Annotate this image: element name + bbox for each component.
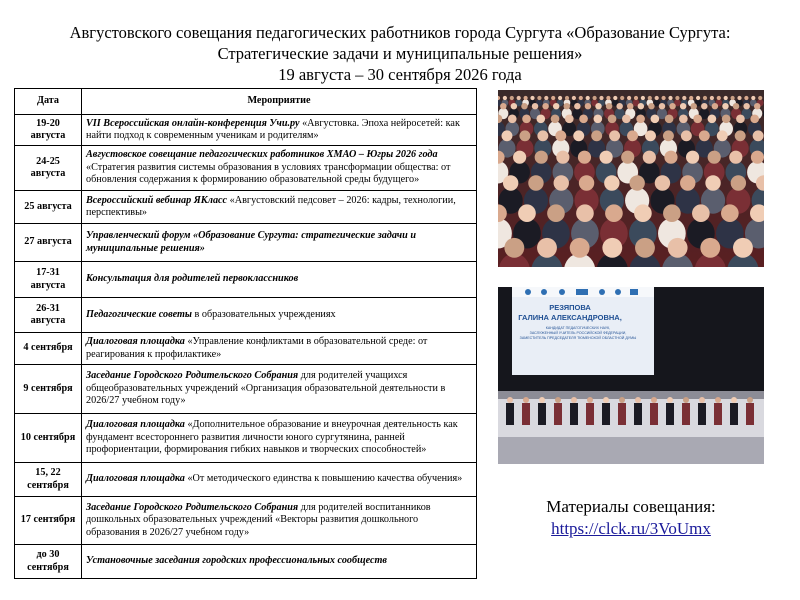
title-line-1: Августовского совещания педагогических работников города Сургута «Образование Сургута: — [69, 23, 731, 42]
event-details: «Управление конфликтами в образовательной среде: от реагирования к профилактике» — [86, 336, 428, 360]
speaker-title-2: ЗАСЛУЖЕННЫЙ УЧИТЕЛЬ РОССИЙСКОЙ ФЕДЕРАЦИИ, — [529, 331, 627, 335]
event-date: 10 сентября — [15, 414, 82, 463]
event-title: Диалоговая площадка — [86, 473, 185, 485]
schedule-table — [14, 88, 477, 579]
title-line-2: Стратегические задачи и муниципальные решения» — [217, 44, 583, 63]
event-date: 17 сентября — [15, 497, 82, 545]
event-description — [82, 414, 477, 463]
event-title: VII Всероссийская онлайн-конференция Учи.ру — [86, 117, 300, 129]
event-title: Управленческий форум «Образование Сургута: стратегические задачи и муниципальные решения» — [86, 230, 417, 254]
event-date: 25 августа — [15, 191, 82, 224]
event-description — [82, 262, 477, 298]
event-description — [82, 497, 477, 545]
speaker-surname: РЕЗЯПОВА — [549, 303, 591, 312]
table-row — [15, 146, 477, 191]
speaker-title-3: ЗАМЕСТИТЕЛЬ ПРЕДСЕДАТЕЛЯ ТЮМЕНСКОЙ ОБЛАСТНОЙ ДУМЫ — [519, 336, 637, 340]
event-description — [82, 146, 477, 191]
event-title: Диалоговая площадка — [86, 419, 185, 431]
event-title: Педагогические советы — [86, 308, 192, 320]
event-date: 19-20 августа — [15, 115, 82, 146]
table-row — [15, 262, 477, 298]
event-column-header: Мероприятие — [82, 89, 477, 115]
event-details: для родителей учащихся общеобразовательных учреждений «Организация образовательной деятельности в 2026/27 учебном году» — [86, 370, 446, 407]
materials-link[interactable]: https://clck.ru/3VoUmx — [551, 519, 711, 538]
table-row — [15, 463, 477, 497]
event-description — [82, 333, 477, 365]
event-details: «Дополнительное образование и внеурочная деятельность как фундамент всестороннего развития личности юного сургутянина, ранней профориентации, формирования гибких навыков и творческих способностей» — [86, 419, 458, 456]
materials-label: Материалы совещания: — [546, 497, 716, 516]
table-header-row — [15, 89, 477, 115]
document-title — [0, 22, 800, 85]
event-title: Консультация для родителей первоклассников — [86, 273, 299, 285]
event-date: 17-31 августа — [15, 262, 82, 298]
event-details: в образовательных учреждениях — [191, 308, 336, 320]
stage-photo — [498, 287, 764, 464]
materials-block — [498, 496, 764, 540]
event-description — [82, 191, 477, 224]
event-date: 24-25 августа — [15, 146, 82, 191]
event-title: Всероссийский вебинар ЯКласс — [86, 194, 228, 206]
event-details: «Августовский педсовет – 2026: кадры, технологии, перспективы» — [86, 194, 456, 218]
event-details: «Августовка. Эпоха нейросетей: как найти подход к современным ученикам и родителям» — [86, 117, 460, 141]
event-details: «От методического единства к повышению качества обучения» — [184, 473, 463, 485]
table-row — [15, 414, 477, 463]
audience-photo — [498, 90, 764, 267]
event-date: до 30 сентября — [15, 545, 82, 579]
event-title: Диалоговая площадка — [86, 336, 185, 348]
event-description — [82, 463, 477, 497]
event-date: 4 сентября — [15, 333, 82, 365]
event-date: 9 сентября — [15, 365, 82, 414]
event-details: «Стратегия развития системы образования в условиях трансформации общества: от обновления содержания к формированию образовательной среды будущего» — [86, 161, 451, 186]
event-description — [82, 224, 477, 262]
date-column-header: Дата — [15, 89, 82, 115]
table-row — [15, 115, 477, 146]
event-description — [82, 298, 477, 333]
table-row — [15, 545, 477, 579]
table-row — [15, 298, 477, 333]
event-title: Августовское совещание педагогических работников ХМАО – Югры 2026 года — [86, 149, 438, 161]
table-row — [15, 497, 477, 545]
table-row — [15, 365, 477, 414]
speaker-name: ГАЛИНА АЛЕКСАНДРОВНА, — [518, 313, 622, 322]
event-date: 27 августа — [15, 224, 82, 262]
event-details: для родителей воспитанников дошкольных образовательных учреждений «Векторы развития дошкольного образования в 2026/27 учебном году» — [86, 501, 431, 538]
table-row — [15, 191, 477, 224]
table-row — [15, 333, 477, 365]
event-date: 26-31 августа — [15, 298, 82, 333]
event-description — [82, 365, 477, 414]
event-title: Заседание Городского Родительского Собрания — [86, 370, 299, 382]
event-title: Установочные заседания городских профессиональных сообществ — [86, 555, 387, 567]
event-description — [82, 115, 477, 146]
table-row — [15, 224, 477, 262]
title-line-3: 19 августа – 30 сентября 2026 года — [278, 65, 522, 84]
event-description — [82, 545, 477, 579]
event-title: Заседание Городского Родительского Собрания — [86, 501, 299, 513]
speaker-title-1: КАНДИДАТ ПЕДАГОГИЧЕСКИХ НАУК, — [545, 326, 611, 330]
event-date: 15, 22 сентября — [15, 463, 82, 497]
